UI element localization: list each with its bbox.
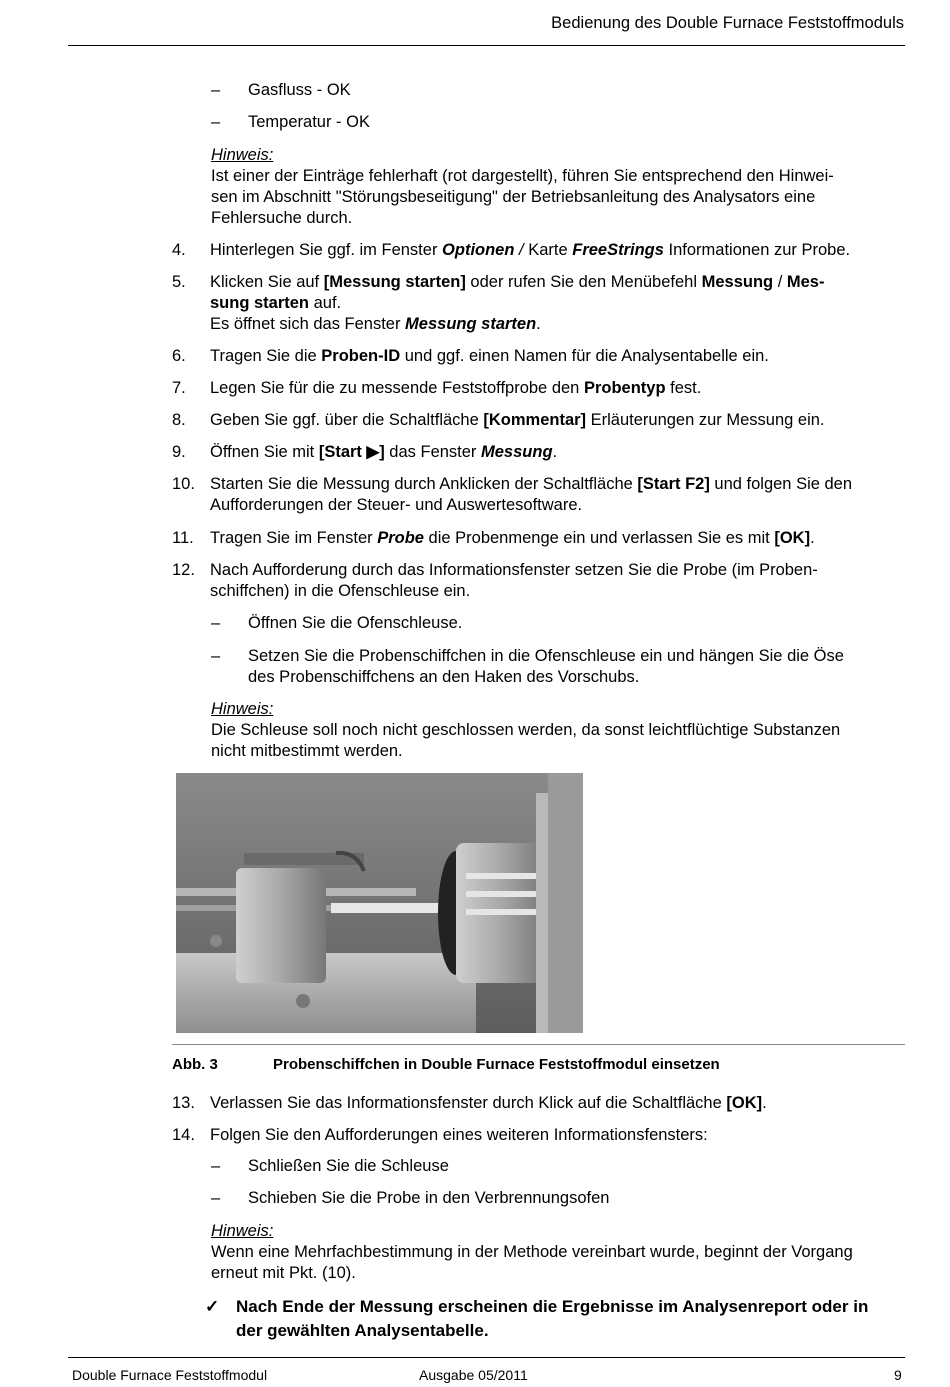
- list-item-text: Gasfluss - OK: [248, 81, 351, 99]
- list-item-text: Öffnen Sie die Ofenschleuse.: [248, 614, 463, 632]
- step-number: 10.: [172, 475, 195, 493]
- footer-edition: Ausgabe 05/2011: [419, 1367, 528, 1383]
- step-number: 6.: [172, 347, 186, 365]
- step-number: 7.: [172, 379, 186, 397]
- step-text: Verlassen Sie das Informationsfenster durch Klick auf die Schaltfläche [OK].: [210, 1094, 767, 1112]
- dash-mark: –: [211, 647, 221, 665]
- caption-rule: [172, 1044, 905, 1045]
- checkmark-icon: ✓: [205, 1297, 220, 1316]
- header-rule: [68, 45, 905, 46]
- footer-rule: [68, 1357, 905, 1358]
- note-line: Fehlersuche durch.: [211, 209, 353, 227]
- step-text: Tragen Sie im Fenster Probe die Probenmenge ein und verlassen Sie es mit [OK].: [210, 529, 815, 547]
- step-text: Geben Sie ggf. über die Schaltfläche [Kommentar] Erläuterungen zur Messung ein.: [210, 411, 825, 429]
- step-text: Tragen Sie die Proben-ID und ggf. einen Namen für die Analysentabelle ein.: [210, 347, 769, 365]
- list-item-text: Setzen Sie die Probenschiffchen in die Ofenschleuse ein und hängen Sie die Öse des Probenschiffchens an den Haken des Vorschubs.: [248, 647, 844, 686]
- step-text: Folgen Sie den Aufforderungen eines weiteren Informationsfensters:: [210, 1126, 708, 1144]
- note-label: Hinweis:: [211, 700, 274, 718]
- note-line: nicht mitbestimmt werden.: [211, 742, 403, 760]
- note-line: Die Schleuse soll noch nicht geschlossen werden, da sonst leichtflüchtige Substanzen: [211, 721, 841, 739]
- dash-mark: –: [211, 81, 221, 99]
- list-item-text: Schließen Sie die Schleuse: [248, 1157, 449, 1175]
- note-line: Ist einer der Einträge fehlerhaft (rot dargestellt), führen Sie entsprechend den Hinwei-: [211, 167, 834, 185]
- step-text: Nach Aufforderung durch das Informationsfenster setzen Sie die Probe (im Proben- schiffchen) in die Ofenschleuse ein.: [210, 561, 818, 600]
- page-header: Bedienung des Double Furnace Feststoffmoduls: [551, 14, 904, 32]
- figure-caption: Probenschiffchen in Double Furnace Feststoffmodul einsetzen: [273, 1056, 720, 1073]
- list-item-text: Schieben Sie die Probe in den Verbrennungsofen: [248, 1189, 610, 1207]
- step-text: Hinterlegen Sie ggf. im Fenster Optionen / Karte FreeStrings Informationen zur Probe.: [210, 241, 851, 259]
- figure-label: Abb. 3: [172, 1056, 218, 1073]
- note-label: Hinweis:: [211, 146, 274, 164]
- dash-mark: –: [211, 1157, 221, 1175]
- play-icon: ▶: [366, 443, 380, 461]
- footer-doc-title: Double Furnace Feststoffmodul: [72, 1367, 268, 1383]
- note-block: [211, 145, 834, 229]
- step-number: 14.: [172, 1126, 195, 1144]
- note-block: [211, 1221, 853, 1284]
- step-number: 4.: [172, 241, 186, 259]
- note-line: erneut mit Pkt. (10).: [211, 1264, 356, 1282]
- dash-mark: –: [211, 113, 221, 131]
- step-text: Klicken Sie auf [Messung starten] oder rufen Sie den Menübefehl Messung / Mes- sung starten auf. Es öffnet sich das Fenster Messung starten.: [210, 273, 825, 333]
- step-text: Starten Sie die Messung durch Anklicken der Schaltfläche [Start F2] und folgen Sie den Aufforderungen der Steuer- und Auswertesoftware.: [210, 475, 853, 514]
- figure-photo: [176, 773, 583, 1033]
- note-line: Wenn eine Mehrfachbestimmung in der Methode vereinbart wurde, beginnt der Vorgang: [211, 1243, 853, 1261]
- step-number: 9.: [172, 443, 186, 461]
- note-line: sen im Abschnitt "Störungsbeseitigung" der Betriebsanleitung des Analysators eine: [211, 188, 816, 206]
- step-number: 8.: [172, 411, 186, 429]
- note-block: [211, 699, 840, 762]
- step-number: 11.: [172, 529, 194, 547]
- page-number: 9: [894, 1367, 902, 1383]
- dash-mark: –: [211, 614, 221, 632]
- step-number: 5.: [172, 273, 186, 291]
- step-number: 12.: [172, 561, 195, 579]
- dash-mark: –: [211, 1189, 221, 1207]
- note-label: Hinweis:: [211, 1222, 274, 1240]
- list-item-text: Temperatur - OK: [248, 113, 370, 131]
- step-text: Öffnen Sie mit [Start ▶] das Fenster Messung.: [210, 443, 558, 461]
- step-text: Legen Sie für die zu messende Feststoffprobe den Probentyp fest.: [210, 379, 702, 397]
- result-line: Nach Ende der Messung erscheinen die Ergebnisse im Analysenreport oder in: [236, 1297, 869, 1316]
- step-number: 13.: [172, 1094, 195, 1112]
- result-line: der gewählten Analysentabelle.: [236, 1321, 489, 1340]
